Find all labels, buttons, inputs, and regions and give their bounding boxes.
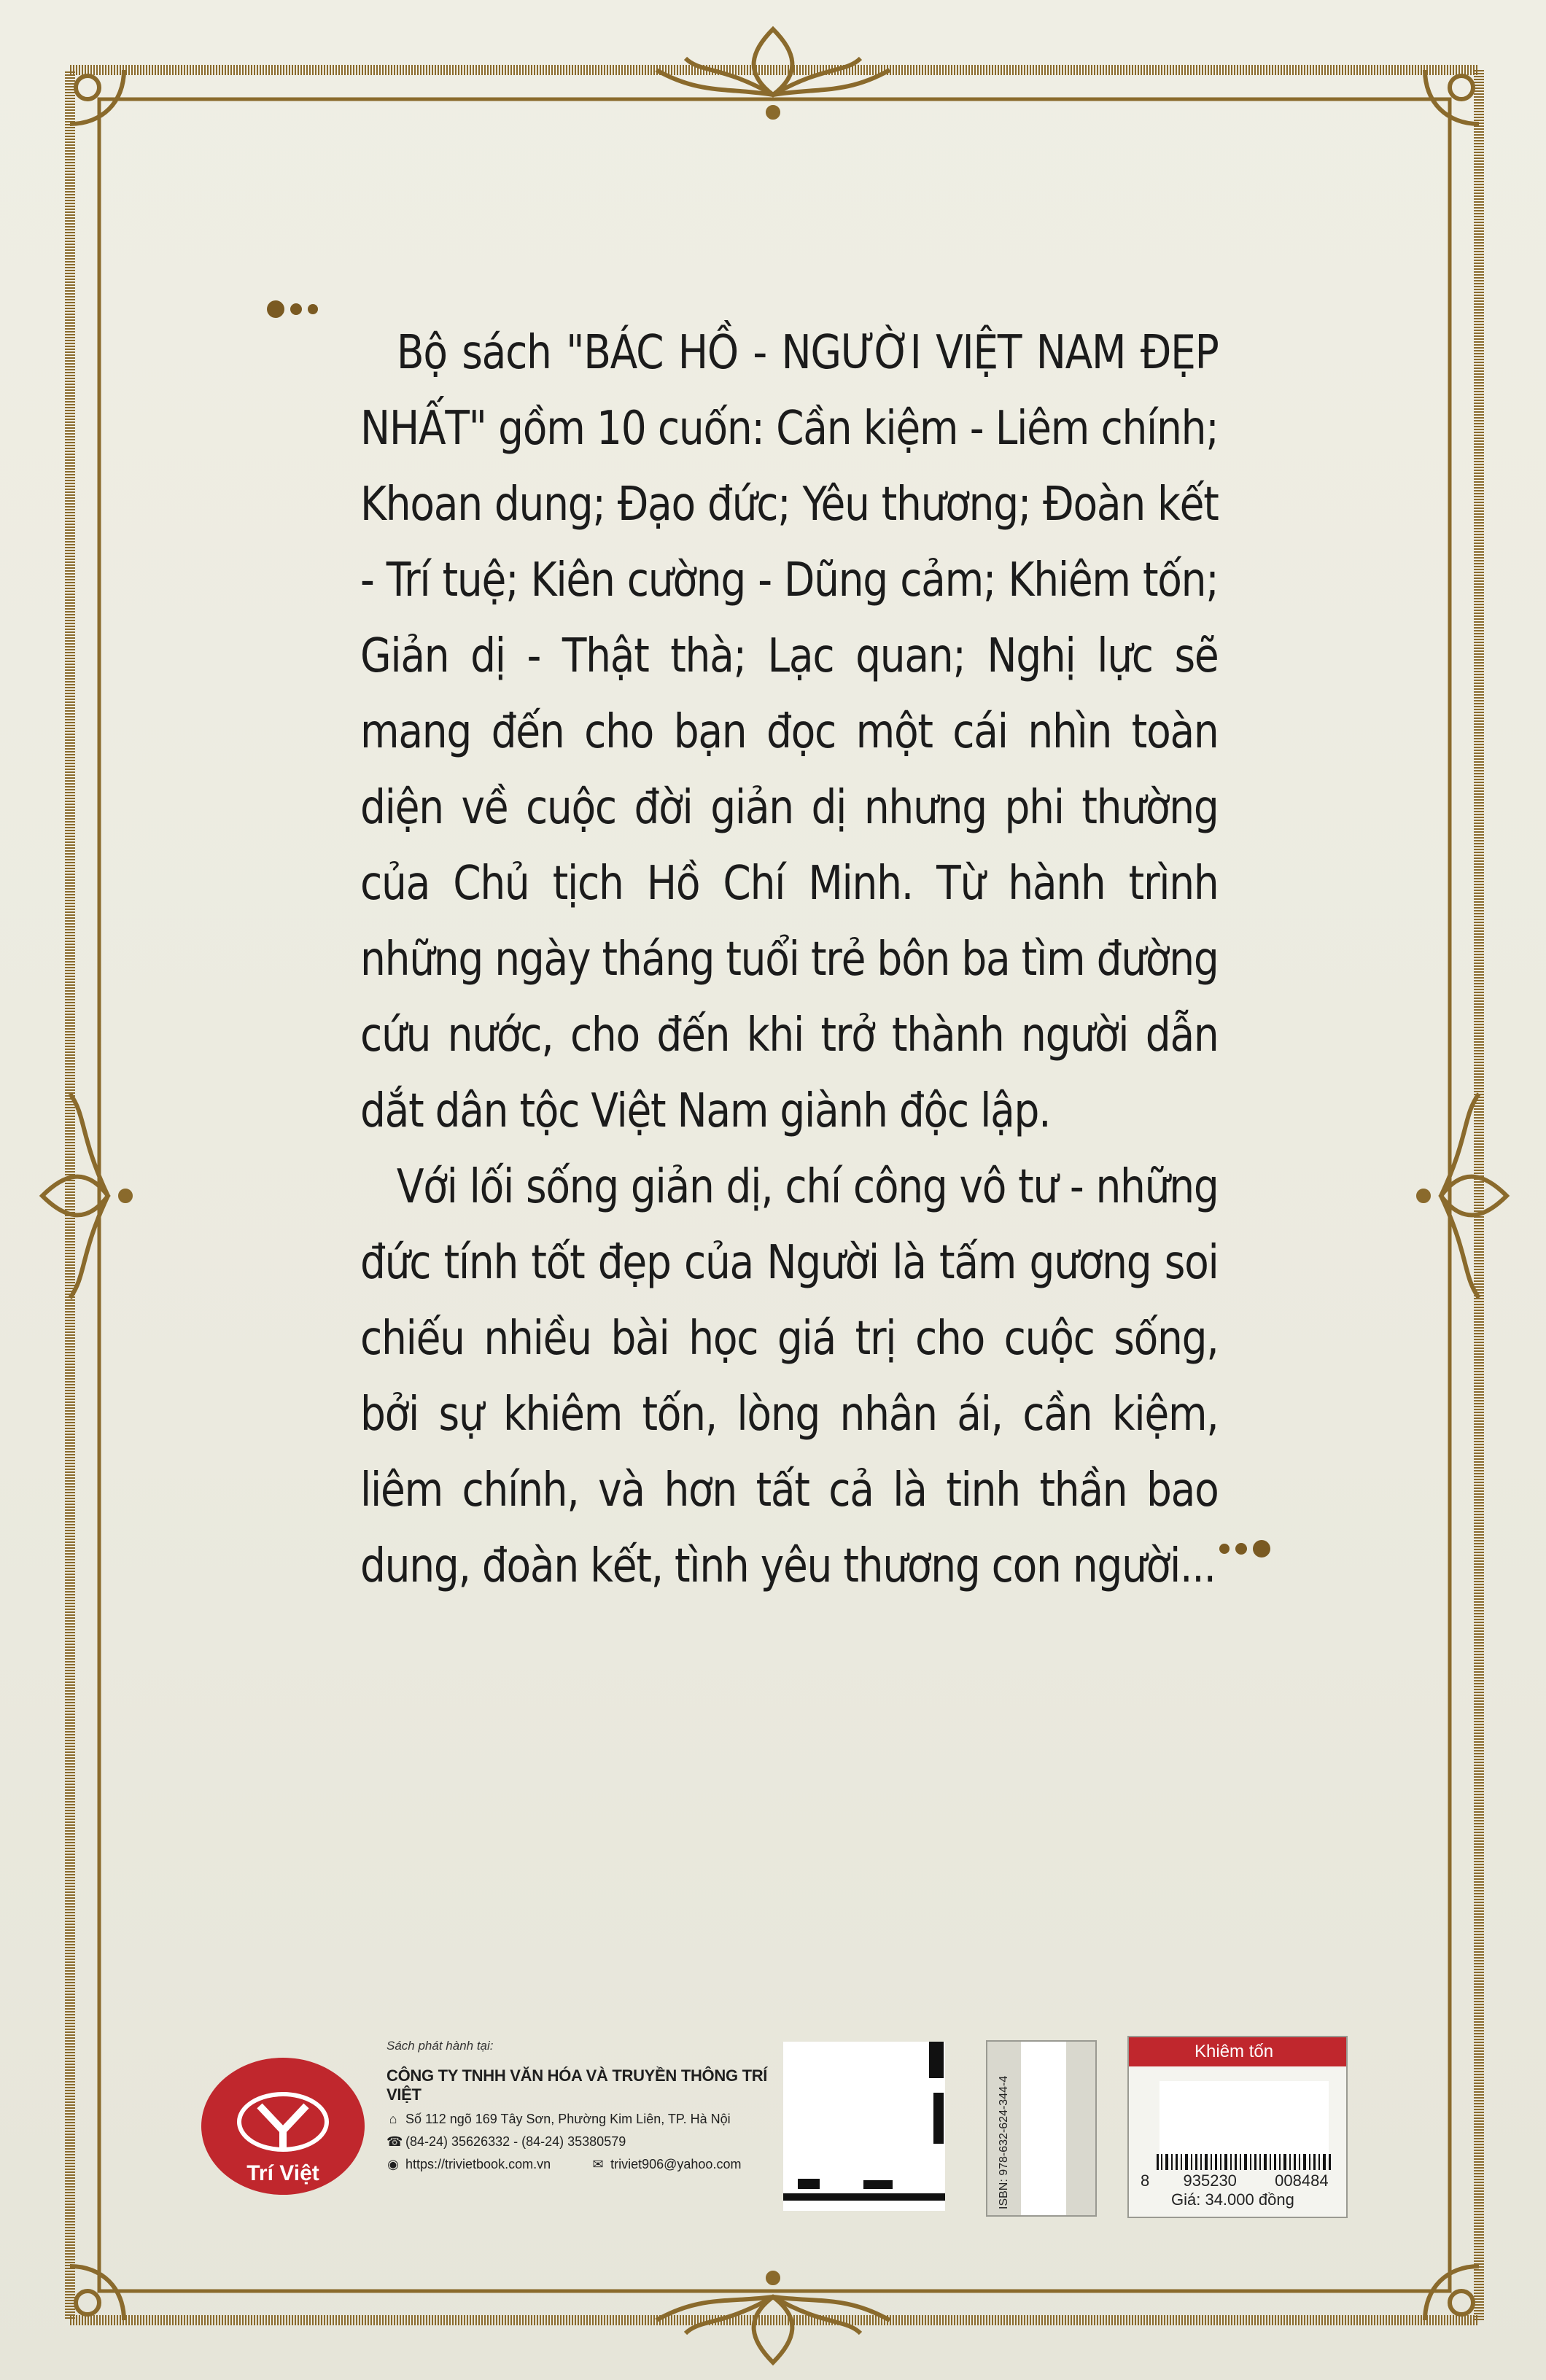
globe-icon: ◉ xyxy=(387,2157,399,2171)
price-barcode-area xyxy=(1160,2081,1329,2158)
price-text: Giá: 34.000 đồng xyxy=(1171,2190,1294,2209)
tri-viet-logo xyxy=(198,2055,368,2198)
home-icon: ⌂ xyxy=(389,2112,397,2126)
publisher-name: CÔNG TY TNHH VĂN HÓA VÀ TRUYỀN THÔNG TRÍ VIỆT xyxy=(386,2066,768,2104)
phone-icon: ☎ xyxy=(386,2134,403,2149)
ornament-dots-right xyxy=(1219,1540,1276,1558)
publisher-info xyxy=(386,2039,780,2172)
sold-by-label: Sách phát hành tại: xyxy=(386,2039,494,2053)
phone-text: (84-24) 35626332 - (84-24) 35380579 xyxy=(405,2134,626,2149)
address-line xyxy=(386,2112,780,2127)
barcode-lead: 8 xyxy=(1141,2171,1150,2190)
isbn-barcode-area xyxy=(1021,2042,1066,2215)
phone-line xyxy=(386,2134,780,2150)
ornament-dots-left xyxy=(267,300,324,318)
qr-code xyxy=(783,2042,945,2211)
barcode xyxy=(1157,2154,1332,2170)
isbn-text: ISBN: 978-632-624-344-4 xyxy=(998,2075,1010,2209)
address-text: Số 112 ngõ 169 Tây Sơn, Phường Kim Liên, TP. Hà Nội xyxy=(405,2112,731,2126)
description-text xyxy=(360,315,1219,1604)
contact-line xyxy=(386,2157,780,2172)
barcode-left: 935230 xyxy=(1183,2171,1237,2190)
price-label xyxy=(1127,2036,1348,2218)
logo-brand: Trí Việt xyxy=(246,2161,319,2185)
price-label-title: Khiêm tốn xyxy=(1129,2037,1346,2066)
barcode-right: 008484 xyxy=(1275,2171,1329,2190)
isbn-label xyxy=(986,2040,1097,2217)
email-text[interactable]: triviet906@yahoo.com xyxy=(610,2157,742,2171)
paragraph-1: Bộ sách "BÁC HỒ - NGƯỜI VIỆT NAM ĐẸP NHẤT" gồm 10 cuốn: Cần kiệm - Liêm chính; Khoan dung; Đạo đức; Yêu thương; Đoàn kết - Trí tuệ; Kiên cường - Dũng cảm; Khiêm tốn; Giản dị - Thật thà; Lạc quan; Nghị lực sẽ mang đến cho bạn đọc một cái nhìn toàn diện về cuộc đời giản dị nhưng phi thường của Chủ tịch Hồ Chí Minh. Từ hành trình những ngày tháng tuổi trẻ bôn ba tìm đường cứu nước, cho đến khi trở thành người dẫn dắt dân tộc Việt Nam giành độc lập. xyxy=(360,326,1219,1138)
website-text[interactable]: https://trivietbook.com.vn xyxy=(405,2157,551,2171)
paragraph-2: Với lối sống giản dị, chí công vô tư - những đức tính tốt đẹp của Người là tấm gương soi chiếu nhiều bài học giá trị cho cuộc sống, bởi sự khiêm tốn, lòng nhân ái, cần kiệm, liêm chính, và hơn tất cả là tinh thần bao dung, đoàn kết, tình yêu thương con người... xyxy=(360,1160,1219,1593)
barcode-numbers xyxy=(1141,2171,1329,2190)
email-icon: ✉ xyxy=(592,2157,604,2171)
